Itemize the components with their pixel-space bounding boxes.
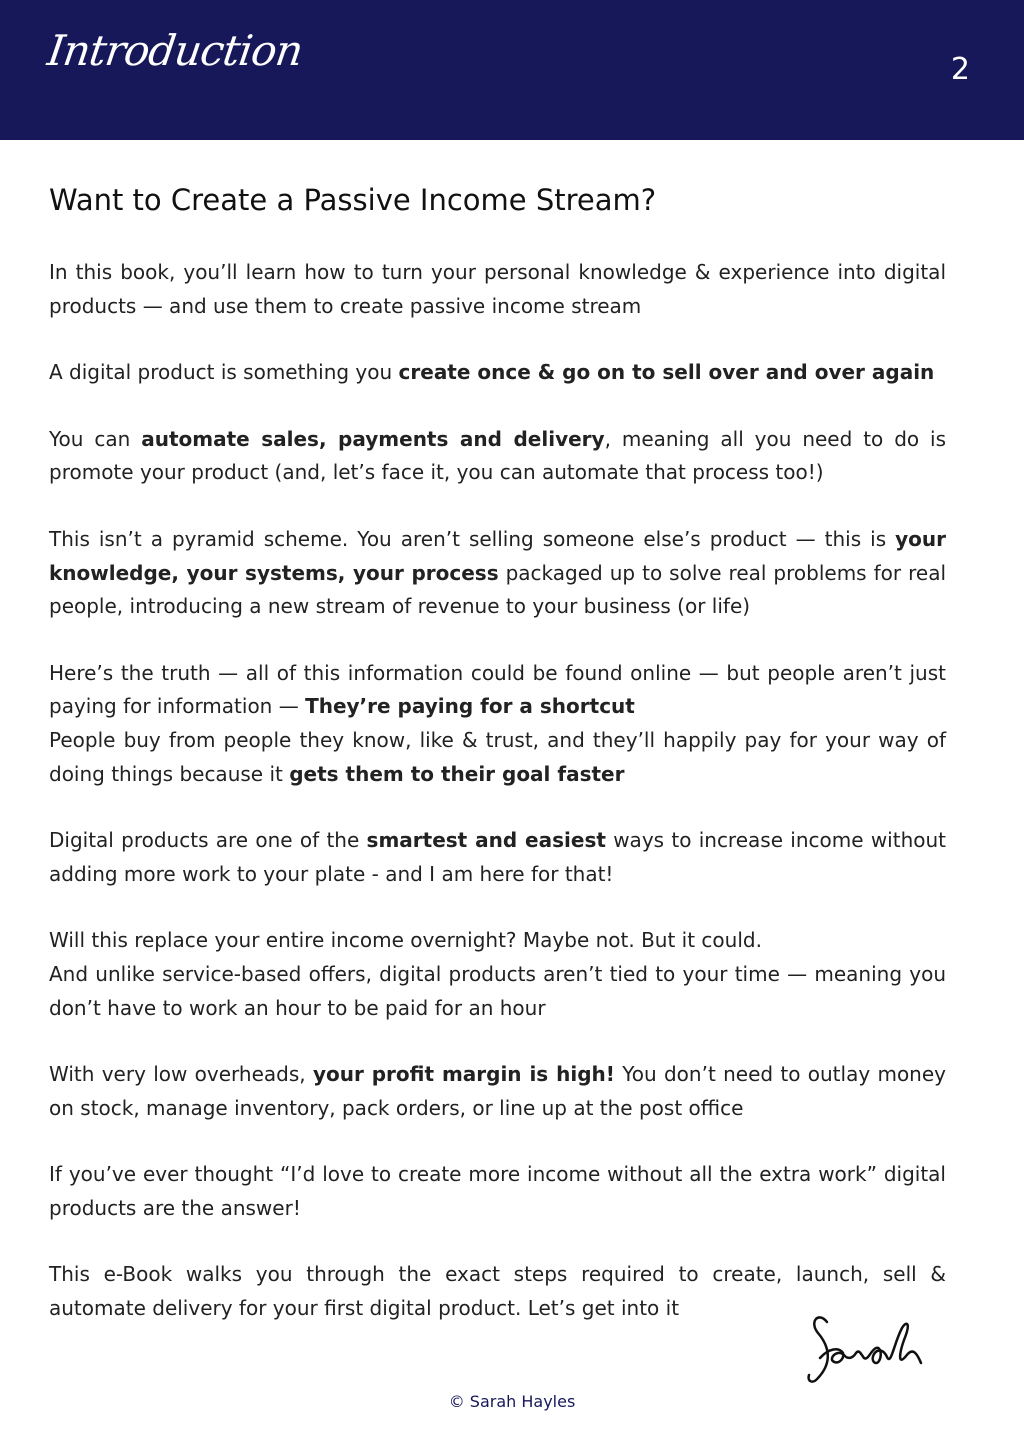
page-number: 2 bbox=[950, 52, 970, 87]
text-run: Digital products are one of the bbox=[49, 828, 367, 853]
body-paragraph bbox=[49, 523, 946, 624]
bold-text: your knowledge, your systems, your process bbox=[49, 526, 946, 585]
page-header bbox=[0, 0, 1024, 140]
text-run: With very low overheads, bbox=[49, 1062, 313, 1087]
text-run: , meaning all you need to do is promote your product (and, let’s face it, you can automate that process too!) bbox=[49, 426, 947, 485]
bold-text: automate sales, payments and delivery bbox=[141, 426, 605, 451]
body-paragraph bbox=[49, 1058, 946, 1125]
text-run: You don’t need to outlay money on stock, manage inventory, pack orders, or line up at the post office bbox=[49, 1062, 946, 1120]
body-paragraph bbox=[49, 924, 946, 1025]
body-paragraph bbox=[49, 657, 946, 791]
article-heading: Want to Create a Passive Income Stream? bbox=[49, 183, 657, 217]
text-run: packaged up to solve real problems for real people, introducing a new stream of revenue to your business (or life) bbox=[49, 560, 946, 619]
bold-text: your profit margin is high! bbox=[312, 1062, 615, 1087]
section-title: Introduction bbox=[44, 26, 306, 75]
body-paragraph bbox=[49, 1158, 946, 1225]
body-paragraph bbox=[49, 356, 946, 390]
article-body bbox=[49, 256, 946, 1326]
text-run: Here’s the truth — all of this information could be found online — but people aren’t just paying for information — bbox=[49, 660, 946, 719]
text-run: A digital product is something you bbox=[49, 360, 399, 385]
bold-text: smartest and easiest bbox=[366, 828, 606, 853]
bold-text: create once & go on to sell over and over again bbox=[398, 360, 935, 385]
text-run: You can bbox=[49, 426, 142, 451]
body-paragraph bbox=[49, 423, 946, 490]
text-run: Will this replace your entire income overnight? Maybe not. But it could. And unlike service-based offers, digital products aren’t tied to your time — meaning you don’t have to work an hour to be paid for an hour bbox=[49, 928, 946, 1020]
text-run: In this book, you’ll learn how to turn your personal knowledge & experience into digital products — and use them to create passive income stream bbox=[49, 260, 946, 318]
bold-text: They’re paying for a shortcut bbox=[305, 694, 635, 719]
text-run: This isn’t a pyramid scheme. You aren’t selling someone else’s product — this is bbox=[49, 526, 896, 551]
footer-copyright: © Sarah Hayles bbox=[448, 1392, 576, 1411]
body-paragraph bbox=[49, 256, 946, 323]
signature-image bbox=[805, 1306, 925, 1390]
main-content bbox=[49, 180, 946, 1359]
text-run: This e-Book walks you through the exact steps required to create, launch, sell & automate delivery for your first digital product. Let’s get into it bbox=[49, 1262, 946, 1321]
text-run: ways to increase income without adding more work to your plate - and I am here for that! bbox=[49, 828, 946, 886]
text-run: If you’ve ever thought “I’d love to create more income without all the extra work” digital products are the answer! bbox=[49, 1162, 946, 1220]
text-run: People buy from people they know, like & trust, and they’ll happily pay for your way of doing things because it bbox=[49, 727, 946, 786]
body-paragraph bbox=[49, 824, 946, 891]
bold-text: gets them to their goal faster bbox=[289, 761, 625, 786]
